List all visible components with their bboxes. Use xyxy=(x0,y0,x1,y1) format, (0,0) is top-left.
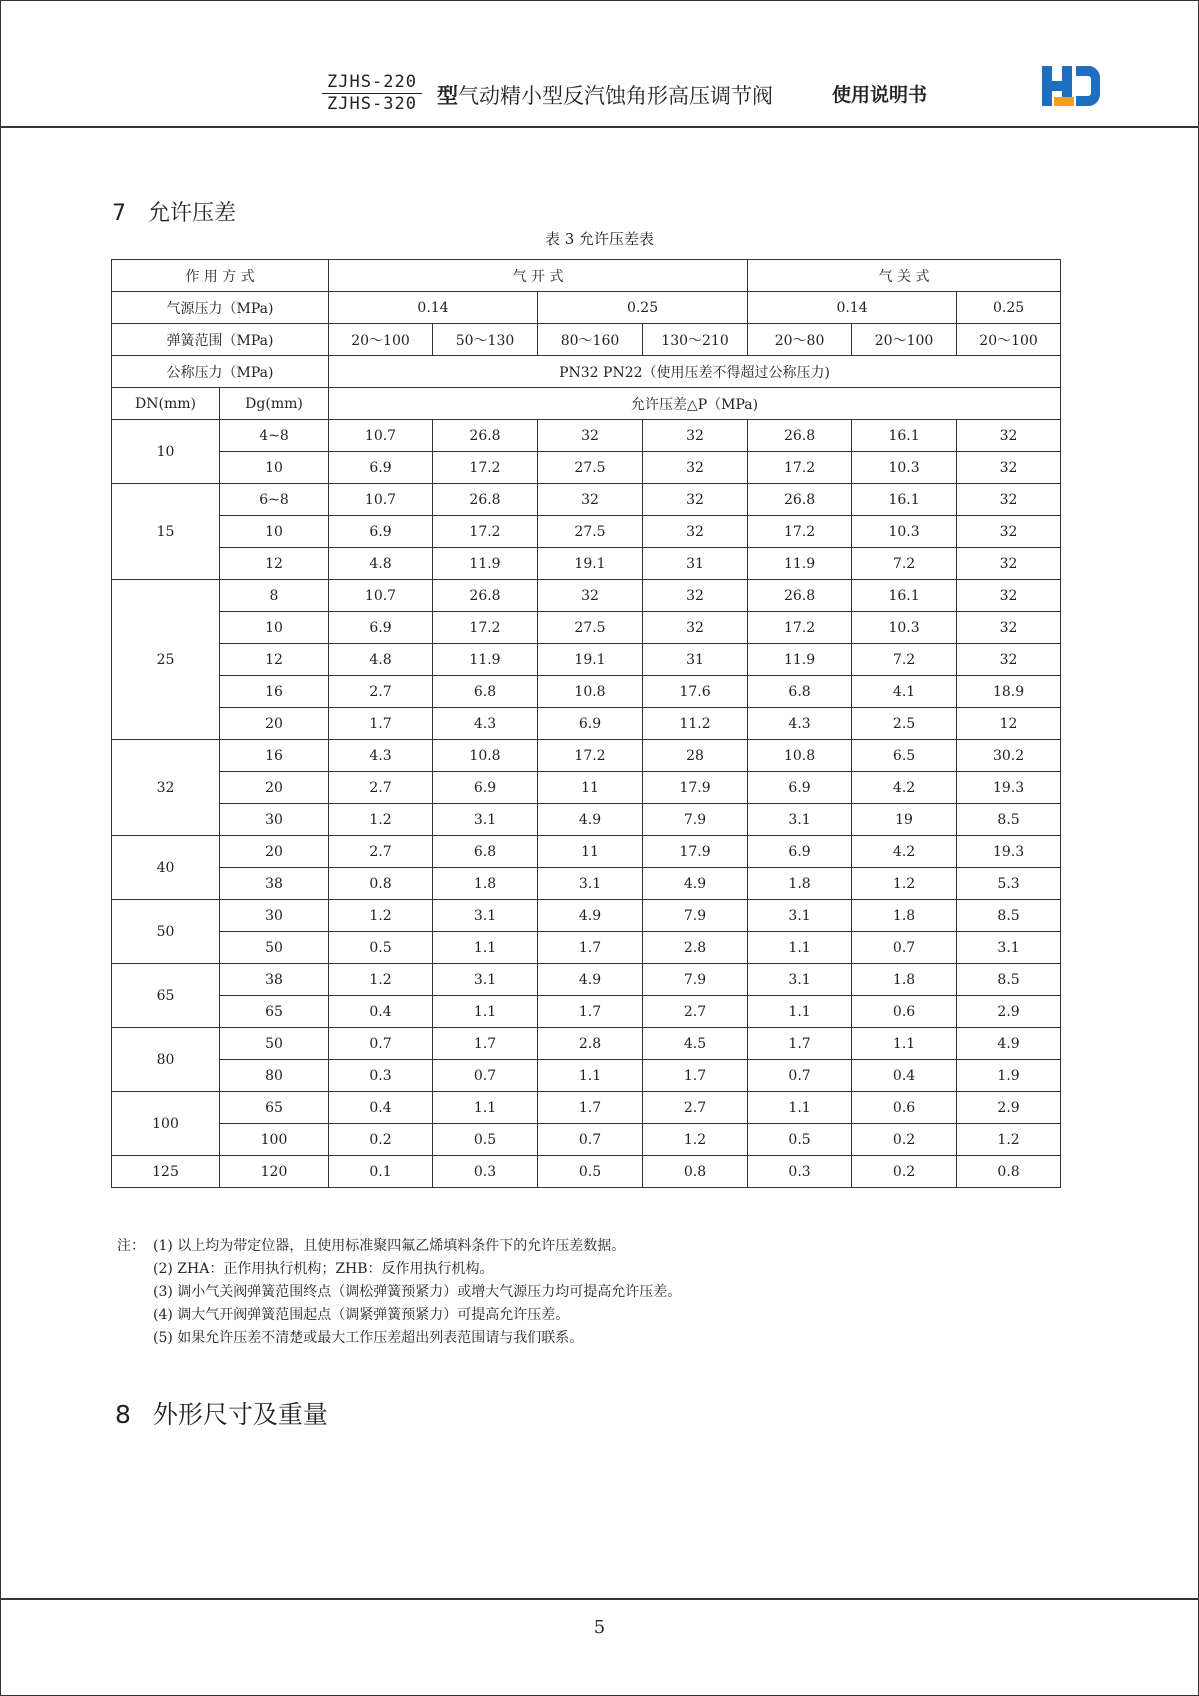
dg-cell: 20 xyxy=(220,708,329,740)
pressure-value-cell: 1.2 xyxy=(329,804,433,836)
pressure-value-cell: 2.9 xyxy=(957,1092,1061,1124)
pressure-value-cell: 1.1 xyxy=(433,996,538,1028)
pressure-value-cell: 1.7 xyxy=(538,1092,643,1124)
table-row xyxy=(112,580,1061,612)
pressure-value-cell: 6.8 xyxy=(433,836,538,868)
pressure-value-cell: 8.5 xyxy=(957,964,1061,996)
dg-cell: 10 xyxy=(220,516,329,548)
pressure-value-cell: 1.9 xyxy=(957,1060,1061,1092)
table-row xyxy=(112,420,1061,452)
dg-header: Dg(mm) xyxy=(220,388,329,420)
table-row xyxy=(112,644,1061,676)
pressure-value-cell: 16.1 xyxy=(852,580,957,612)
pressure-value-cell: 7.2 xyxy=(852,548,957,580)
pressure-value-cell: 0.8 xyxy=(643,1156,748,1188)
pressure-value-cell: 1.1 xyxy=(433,932,538,964)
table-row xyxy=(112,772,1061,804)
dg-cell: 6~8 xyxy=(220,484,329,516)
pressure-value-cell: 7.2 xyxy=(852,644,957,676)
footer-rule xyxy=(0,1598,1199,1600)
pressure-value-cell: 17.2 xyxy=(748,516,852,548)
dg-cell: 10 xyxy=(220,452,329,484)
pressure-value-cell: 2.8 xyxy=(538,1028,643,1060)
pressure-value-cell: 32 xyxy=(643,452,748,484)
pressure-value-cell: 1.1 xyxy=(852,1028,957,1060)
pressure-value-cell: 1.1 xyxy=(748,1092,852,1124)
pressure-value-cell: 3.1 xyxy=(748,900,852,932)
dg-cell: 20 xyxy=(220,836,329,868)
pressure-value-cell: 26.8 xyxy=(748,580,852,612)
pressure-value-cell: 1.1 xyxy=(433,1092,538,1124)
section-8-title: 外形尺寸及重量 xyxy=(152,1400,328,1429)
pressure-value-cell: 4.3 xyxy=(329,740,433,772)
section-7-heading xyxy=(112,196,236,227)
pressure-value-cell: 32 xyxy=(957,580,1061,612)
pressure-difference-table xyxy=(111,259,1061,1188)
pressure-value-cell: 4.8 xyxy=(329,548,433,580)
table-row xyxy=(112,1156,1061,1188)
pressure-value-cell: 6.9 xyxy=(329,516,433,548)
pressure-value-cell: 17.9 xyxy=(643,772,748,804)
dg-cell: 80 xyxy=(220,1060,329,1092)
pressure-value-cell: 6.9 xyxy=(329,612,433,644)
table-row xyxy=(112,1124,1061,1156)
pressure-value-cell: 0.4 xyxy=(329,996,433,1028)
dg-cell: 30 xyxy=(220,900,329,932)
pressure-value-cell: 16.1 xyxy=(852,484,957,516)
section-8-heading xyxy=(115,1395,328,1431)
pressure-value-cell: 0.7 xyxy=(852,932,957,964)
air-close-header: 气 关 式 xyxy=(748,260,1061,292)
pressure-value-cell: 1.1 xyxy=(538,1060,643,1092)
dn-cell: 125 xyxy=(112,1156,220,1188)
source-pressure-cell: 0.25 xyxy=(957,292,1061,324)
pressure-value-cell: 0.2 xyxy=(852,1124,957,1156)
pressure-value-cell: 4.5 xyxy=(643,1028,748,1060)
pressure-value-cell: 31 xyxy=(643,548,748,580)
note-item xyxy=(117,1281,681,1304)
pressure-value-cell: 0.2 xyxy=(852,1156,957,1188)
pressure-value-cell: 10.3 xyxy=(852,452,957,484)
pressure-value-cell: 0.3 xyxy=(433,1156,538,1188)
pressure-value-cell: 1.7 xyxy=(329,708,433,740)
spring-range-row xyxy=(112,324,1061,356)
table-caption: 表 3 允许压差表 xyxy=(544,230,655,248)
pressure-value-cell: 2.7 xyxy=(643,1092,748,1124)
dg-cell: 12 xyxy=(220,644,329,676)
pressure-value-cell: 32 xyxy=(643,420,748,452)
pressure-value-cell: 2.7 xyxy=(643,996,748,1028)
spring-range-cell: 20～100 xyxy=(329,324,433,356)
product-title-text: 气动精小型反汽蚀角形高压调节阀 xyxy=(458,84,773,108)
pressure-value-cell: 0.5 xyxy=(538,1156,643,1188)
pressure-value-cell: 0.2 xyxy=(329,1124,433,1156)
dg-cell: 50 xyxy=(220,1028,329,1060)
pressure-value-cell: 4.9 xyxy=(538,900,643,932)
pressure-value-cell: 6.9 xyxy=(538,708,643,740)
pressure-value-cell: 0.3 xyxy=(748,1156,852,1188)
table-row xyxy=(112,900,1061,932)
table-row xyxy=(112,612,1061,644)
pressure-value-cell: 1.7 xyxy=(538,996,643,1028)
dg-cell: 65 xyxy=(220,996,329,1028)
pressure-value-cell: 6.8 xyxy=(748,676,852,708)
pressure-value-cell: 7.9 xyxy=(643,804,748,836)
pressure-value-cell: 1.1 xyxy=(748,932,852,964)
pressure-value-cell: 4.3 xyxy=(433,708,538,740)
dg-cell: 4~8 xyxy=(220,420,329,452)
pressure-value-cell: 32 xyxy=(957,644,1061,676)
note-item xyxy=(117,1235,681,1258)
pressure-value-cell: 1.7 xyxy=(538,932,643,964)
table-row xyxy=(112,1028,1061,1060)
dg-cell: 50 xyxy=(220,932,329,964)
pressure-value-cell: 2.7 xyxy=(329,772,433,804)
dn-cell: 100 xyxy=(112,1092,220,1156)
pressure-value-cell: 1.7 xyxy=(643,1060,748,1092)
dg-cell: 65 xyxy=(220,1092,329,1124)
pressure-value-cell: 4.3 xyxy=(748,708,852,740)
pressure-value-cell: 1.8 xyxy=(852,900,957,932)
pressure-value-cell: 1.2 xyxy=(957,1124,1061,1156)
pressure-value-cell: 32 xyxy=(957,612,1061,644)
pressure-value-cell: 4.9 xyxy=(643,868,748,900)
spring-range-cell: 50～130 xyxy=(433,324,538,356)
pressure-value-cell: 17.6 xyxy=(643,676,748,708)
note-text: (2) ZHA：正作用执行机构；ZHB：反作用执行机构。 xyxy=(153,1261,494,1277)
source-pressure-cell: 0.14 xyxy=(748,292,957,324)
pressure-value-cell: 4.8 xyxy=(329,644,433,676)
table-row xyxy=(112,964,1061,996)
pressure-value-cell: 3.1 xyxy=(433,900,538,932)
table-row xyxy=(112,740,1061,772)
pressure-value-cell: 4.1 xyxy=(852,676,957,708)
table-row xyxy=(112,516,1061,548)
action-label: 作 用 方 式 xyxy=(112,260,329,292)
pressure-value-cell: 19.3 xyxy=(957,772,1061,804)
note-text: (1) 以上均为带定位器，且使用标准聚四氟乙烯填料条件下的允许压差数据。 xyxy=(153,1238,626,1254)
model-number-bottom: ZJHS-320 xyxy=(327,94,417,114)
pressure-value-cell: 3.1 xyxy=(748,804,852,836)
product-title xyxy=(437,80,773,110)
nominal-pressure-value: PN32 PN22（使用压差不得超过公称压力) xyxy=(329,356,1061,388)
table-row xyxy=(112,548,1061,580)
pressure-value-cell: 0.8 xyxy=(329,868,433,900)
company-logo xyxy=(1040,64,1102,108)
pressure-value-cell: 17.2 xyxy=(433,452,538,484)
dg-cell: 20 xyxy=(220,772,329,804)
pressure-value-cell: 32 xyxy=(538,420,643,452)
table-row xyxy=(112,676,1061,708)
pressure-value-cell: 11.2 xyxy=(643,708,748,740)
pressure-value-cell: 1.2 xyxy=(852,868,957,900)
pressure-value-cell: 11.9 xyxy=(748,644,852,676)
pressure-value-cell: 19.1 xyxy=(538,644,643,676)
pressure-value-cell: 6.9 xyxy=(329,452,433,484)
pressure-value-cell: 4.2 xyxy=(852,772,957,804)
source-pressure-row xyxy=(112,292,1061,324)
pressure-value-cell: 32 xyxy=(957,420,1061,452)
pressure-value-cell: 17.2 xyxy=(433,612,538,644)
pressure-value-cell: 32 xyxy=(957,484,1061,516)
nominal-pressure-row xyxy=(112,356,1061,388)
pressure-value-cell: 17.2 xyxy=(748,612,852,644)
section-8-number: 8 xyxy=(115,1400,131,1429)
pressure-value-cell: 2.7 xyxy=(329,836,433,868)
spring-range-cell: 130～210 xyxy=(643,324,748,356)
pressure-value-cell: 28 xyxy=(643,740,748,772)
spring-range-cell: 20～80 xyxy=(748,324,852,356)
pressure-value-cell: 7.9 xyxy=(643,900,748,932)
pressure-value-cell: 2.8 xyxy=(643,932,748,964)
action-row xyxy=(112,260,1061,292)
dn-cell: 40 xyxy=(112,836,220,900)
section-7-number: 7 xyxy=(112,201,126,226)
pressure-value-cell: 32 xyxy=(538,580,643,612)
dn-cell: 25 xyxy=(112,580,220,740)
table-row xyxy=(112,804,1061,836)
pressure-value-cell: 11 xyxy=(538,772,643,804)
pressure-value-cell: 8.5 xyxy=(957,804,1061,836)
pressure-value-cell: 0.6 xyxy=(852,1092,957,1124)
pressure-value-cell: 6.9 xyxy=(748,772,852,804)
dg-cell: 120 xyxy=(220,1156,329,1188)
pressure-value-cell: 0.7 xyxy=(433,1060,538,1092)
dn-cell: 50 xyxy=(112,900,220,964)
dn-cell: 10 xyxy=(112,420,220,484)
note-text: (4) 调大气开阀弹簧范围起点（调紧弹簧预紧力）可提高允许压差。 xyxy=(153,1307,570,1323)
pressure-value-cell: 11.9 xyxy=(433,644,538,676)
units-row xyxy=(112,388,1061,420)
pressure-value-cell: 5.3 xyxy=(957,868,1061,900)
pressure-value-cell: 19 xyxy=(852,804,957,836)
pressure-value-cell: 17.2 xyxy=(433,516,538,548)
pressure-value-cell: 1.7 xyxy=(433,1028,538,1060)
pressure-value-cell: 0.5 xyxy=(433,1124,538,1156)
manual-title: 使用说明书 xyxy=(832,84,928,106)
pressure-value-cell: 3.1 xyxy=(957,932,1061,964)
pressure-value-cell: 10.7 xyxy=(329,484,433,516)
pressure-value-cell: 30.2 xyxy=(957,740,1061,772)
page-header xyxy=(0,0,1199,128)
pressure-value-cell: 1.7 xyxy=(748,1028,852,1060)
pressure-value-cell: 10.3 xyxy=(852,516,957,548)
pressure-value-cell: 16.1 xyxy=(852,420,957,452)
dg-cell: 10 xyxy=(220,612,329,644)
pressure-value-cell: 17.2 xyxy=(748,452,852,484)
spring-range-cell: 20～100 xyxy=(957,324,1061,356)
dg-cell: 30 xyxy=(220,804,329,836)
pressure-value-cell: 19.3 xyxy=(957,836,1061,868)
spring-range-label: 弹簧范围（MPa) xyxy=(112,324,329,356)
pressure-value-cell: 4.9 xyxy=(538,804,643,836)
pressure-value-cell: 26.8 xyxy=(433,484,538,516)
product-title-prefix: 型 xyxy=(437,84,458,108)
pressure-value-cell: 10.7 xyxy=(329,580,433,612)
pressure-value-cell: 3.1 xyxy=(433,804,538,836)
pressure-value-cell: 31 xyxy=(643,644,748,676)
model-number xyxy=(322,72,422,114)
pressure-value-cell: 3.1 xyxy=(538,868,643,900)
pressure-value-cell: 1.2 xyxy=(329,964,433,996)
pressure-value-cell: 7.9 xyxy=(643,964,748,996)
dn-cell: 32 xyxy=(112,740,220,836)
pressure-value-cell: 32 xyxy=(957,516,1061,548)
pressure-value-cell: 17.9 xyxy=(643,836,748,868)
pressure-value-cell: 10.8 xyxy=(433,740,538,772)
pressure-value-cell: 0.3 xyxy=(329,1060,433,1092)
pressure-value-cell: 11.9 xyxy=(433,548,538,580)
pressure-value-cell: 32 xyxy=(538,484,643,516)
note-text: (3) 调小气关阀弹簧范围终点（调松弹簧预紧力）或增大气源压力均可提高允许压差。 xyxy=(153,1284,682,1300)
pressure-value-cell: 8.5 xyxy=(957,900,1061,932)
pressure-value-cell: 10.3 xyxy=(852,612,957,644)
pressure-value-cell: 10.7 xyxy=(329,420,433,452)
pressure-value-cell: 0.8 xyxy=(957,1156,1061,1188)
spring-range-cell: 20～100 xyxy=(852,324,957,356)
note-text: (5) 如果允许压差不清楚或最大工作压差超出列表范围请与我们联系。 xyxy=(153,1330,584,1346)
pressure-value-cell: 17.2 xyxy=(538,740,643,772)
dg-cell: 16 xyxy=(220,740,329,772)
air-open-header: 气 开 式 xyxy=(329,260,748,292)
table-row xyxy=(112,452,1061,484)
dg-cell: 16 xyxy=(220,676,329,708)
pressure-value-cell: 27.5 xyxy=(538,452,643,484)
source-pressure-cell: 0.14 xyxy=(329,292,538,324)
pressure-value-cell: 19.1 xyxy=(538,548,643,580)
pressure-value-cell: 32 xyxy=(643,516,748,548)
pressure-value-cell: 32 xyxy=(957,548,1061,580)
dn-header: DN(mm) xyxy=(112,388,220,420)
notes-lead: 注： xyxy=(117,1238,145,1254)
model-number-top: ZJHS-220 xyxy=(322,72,422,94)
pressure-value-cell: 1.8 xyxy=(433,868,538,900)
pressure-value-cell: 18.9 xyxy=(957,676,1061,708)
dn-cell: 15 xyxy=(112,484,220,580)
pressure-value-cell: 6.9 xyxy=(433,772,538,804)
pressure-value-cell: 2.5 xyxy=(852,708,957,740)
table-row xyxy=(112,484,1061,516)
pressure-value-cell: 0.4 xyxy=(329,1092,433,1124)
dn-cell: 80 xyxy=(112,1028,220,1092)
pressure-value-cell: 0.5 xyxy=(748,1124,852,1156)
note-item xyxy=(117,1304,681,1327)
pressure-value-cell: 11 xyxy=(538,836,643,868)
dg-cell: 100 xyxy=(220,1124,329,1156)
pressure-value-cell: 27.5 xyxy=(538,516,643,548)
pressure-value-cell: 3.1 xyxy=(748,964,852,996)
spring-range-cell: 80～160 xyxy=(538,324,643,356)
dg-cell: 12 xyxy=(220,548,329,580)
pressure-value-cell: 26.8 xyxy=(748,484,852,516)
pressure-value-cell: 32 xyxy=(643,484,748,516)
pressure-value-cell: 0.7 xyxy=(748,1060,852,1092)
section-7-title: 允许压差 xyxy=(148,201,237,226)
pressure-value-cell: 32 xyxy=(643,612,748,644)
pressure-value-cell: 1.8 xyxy=(748,868,852,900)
table-row xyxy=(112,868,1061,900)
pressure-value-cell: 3.1 xyxy=(433,964,538,996)
nominal-pressure-label: 公称压力（MPa) xyxy=(112,356,329,388)
pressure-value-cell: 2.9 xyxy=(957,996,1061,1028)
table-row xyxy=(112,996,1061,1028)
table-row xyxy=(112,932,1061,964)
pressure-value-cell: 0.5 xyxy=(329,932,433,964)
pressure-value-cell: 26.8 xyxy=(433,580,538,612)
pressure-value-cell: 10.8 xyxy=(538,676,643,708)
dg-cell: 8 xyxy=(220,580,329,612)
pressure-value-cell: 1.8 xyxy=(852,964,957,996)
pressure-value-cell: 0.7 xyxy=(538,1124,643,1156)
notes xyxy=(117,1235,681,1350)
table-row xyxy=(112,1060,1061,1092)
table-row xyxy=(112,708,1061,740)
pressure-value-cell: 0.4 xyxy=(852,1060,957,1092)
note-item xyxy=(117,1327,681,1350)
pressure-value-cell: 2.7 xyxy=(329,676,433,708)
table-row xyxy=(112,1092,1061,1124)
table-row xyxy=(112,836,1061,868)
pressure-value-cell: 10.8 xyxy=(748,740,852,772)
pressure-value-cell: 0.1 xyxy=(329,1156,433,1188)
pressure-value-cell: 1.2 xyxy=(643,1124,748,1156)
dg-cell: 38 xyxy=(220,964,329,996)
pressure-value-cell: 27.5 xyxy=(538,612,643,644)
pressure-value-cell: 6.9 xyxy=(748,836,852,868)
dn-cell: 65 xyxy=(112,964,220,1028)
dg-cell: 38 xyxy=(220,868,329,900)
pressure-value-cell: 1.1 xyxy=(748,996,852,1028)
pressure-value-cell: 4.9 xyxy=(957,1028,1061,1060)
pressure-diff-header: 允许压差△P（MPa) xyxy=(329,388,1061,420)
pressure-value-cell: 26.8 xyxy=(433,420,538,452)
pressure-value-cell: 12 xyxy=(957,708,1061,740)
pressure-value-cell: 32 xyxy=(957,452,1061,484)
source-pressure-cell: 0.25 xyxy=(538,292,748,324)
pressure-value-cell: 6.5 xyxy=(852,740,957,772)
source-pressure-label: 气源压力（MPa) xyxy=(112,292,329,324)
pressure-value-cell: 32 xyxy=(643,580,748,612)
pressure-value-cell: 4.2 xyxy=(852,836,957,868)
pressure-value-cell: 11.9 xyxy=(748,548,852,580)
note-item xyxy=(117,1258,681,1281)
pressure-value-cell: 26.8 xyxy=(748,420,852,452)
pressure-value-cell: 1.2 xyxy=(329,900,433,932)
page-number: 5 xyxy=(593,1617,606,1638)
pressure-value-cell: 4.9 xyxy=(538,964,643,996)
pressure-value-cell: 0.6 xyxy=(852,996,957,1028)
pressure-value-cell: 6.8 xyxy=(433,676,538,708)
pressure-value-cell: 0.7 xyxy=(329,1028,433,1060)
